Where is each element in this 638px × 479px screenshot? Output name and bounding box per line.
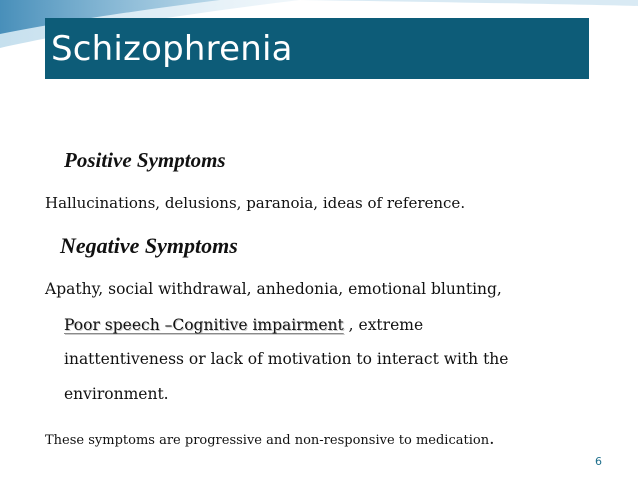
footer-note bbox=[45, 429, 494, 449]
positive-symptoms-heading: Positive Symptoms bbox=[64, 148, 226, 172]
negative-symptoms-line-2 bbox=[64, 316, 423, 334]
highlighted-phrase: Poor speech –Cognitive impairment bbox=[64, 316, 344, 334]
negative-symptoms-line-4: environment. bbox=[64, 385, 169, 403]
slide-number: 6 bbox=[595, 455, 602, 468]
slide-title: Schizophrenia bbox=[51, 28, 293, 69]
title-bar bbox=[45, 18, 589, 79]
negative-symptoms-line-2-rest: , extreme bbox=[343, 316, 424, 334]
positive-symptoms-text: Hallucinations, delusions, paranoia, ideas of reference. bbox=[45, 194, 466, 212]
footer-note-period: . bbox=[489, 429, 495, 449]
negative-symptoms-line-1: Apathy, social withdrawal, anhedonia, emotional blunting, bbox=[45, 280, 502, 298]
footer-note-text: These symptoms are progressive and non-responsive to medication bbox=[45, 433, 490, 448]
negative-symptoms-line-3: inattentiveness or lack of motivation to interact with the bbox=[64, 350, 509, 368]
negative-symptoms-heading: Negative Symptoms bbox=[60, 233, 238, 258]
